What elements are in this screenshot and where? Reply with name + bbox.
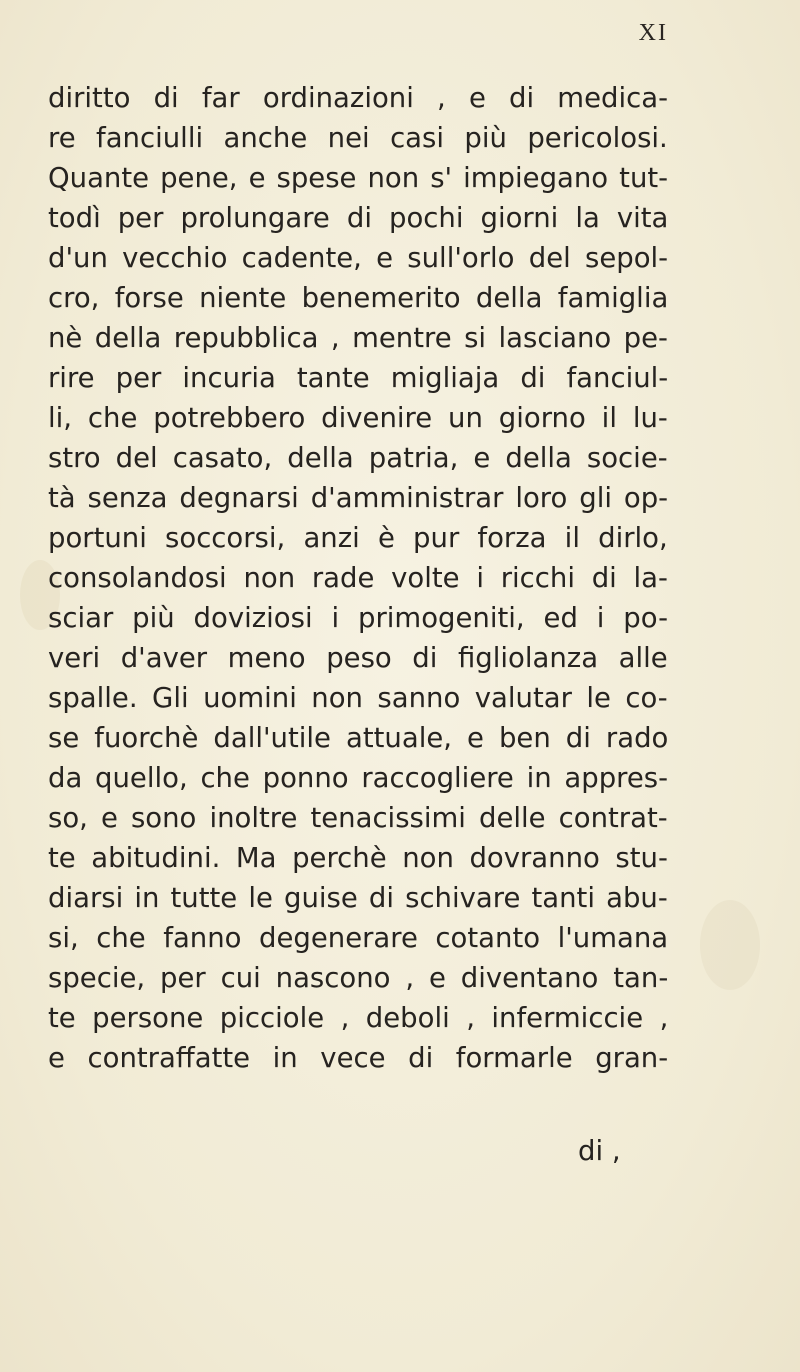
text-line: da quello, che ponno raccogliere in appres- bbox=[48, 762, 669, 794]
text-line: portuni soccorsi, anzi è pur forza il dirlo, bbox=[48, 522, 668, 554]
text-line: diritto di far ordinazioni , e di medica- bbox=[48, 82, 669, 114]
text-line: spalle. Gli uomini non sanno valutar le co- bbox=[48, 682, 668, 714]
text-line: so, e sono inoltre tenacissimi delle contrat- bbox=[48, 802, 668, 834]
text-line: se fuorchè dall'utile attuale, e ben di rado bbox=[48, 722, 669, 754]
text-line: e contraffatte in vece di formarle gran- bbox=[48, 1042, 669, 1074]
text-line: veri d'aver meno peso di figliolanza alle bbox=[48, 642, 668, 674]
text-line: diarsi in tutte le guise di schivare tanti abu- bbox=[48, 882, 668, 914]
text-line: te abitudini. Ma perchè non dovranno stu- bbox=[48, 842, 668, 874]
text-line: sciar più doviziosi i primogeniti, ed i po- bbox=[48, 602, 669, 634]
text-line: nè della repubblica , mentre si lasciano pe- bbox=[48, 322, 668, 354]
text-line: Quante pene, e spese non s' impiegano tut- bbox=[48, 162, 669, 194]
body-text bbox=[48, 78, 668, 1078]
text-line: consolandosi non rade volte i ricchi di la- bbox=[48, 562, 668, 594]
text-line: d'un vecchio cadente, e sull'orlo del sepol- bbox=[48, 242, 669, 274]
catchword: di , bbox=[578, 1135, 621, 1167]
text-line: stro del casato, della patria, e della socie- bbox=[48, 442, 668, 474]
text-line: tà senza degnarsi d'amministrar loro gli op- bbox=[48, 482, 669, 514]
text-line: todì per prolungare di pochi giorni la vita bbox=[48, 202, 669, 234]
text-line: li, che potrebbero divenire un giorno il lu- bbox=[48, 402, 668, 434]
text-line: rire per incuria tante migliaja di fanciul- bbox=[48, 362, 669, 394]
text-line: si, che fanno degenerare cotanto l'umana bbox=[48, 922, 669, 954]
page-number: XI bbox=[638, 20, 668, 46]
text-line: cro, forse niente benemerito della famiglia bbox=[48, 282, 669, 314]
paper-stain bbox=[700, 900, 760, 990]
text-line: te persone picciole , deboli , infermiccie , bbox=[48, 1002, 669, 1034]
text-line: specie, per cui nascono , e diventano tan- bbox=[48, 962, 669, 994]
text-line: re fanciulli anche nei casi più pericolosi. bbox=[48, 122, 668, 154]
